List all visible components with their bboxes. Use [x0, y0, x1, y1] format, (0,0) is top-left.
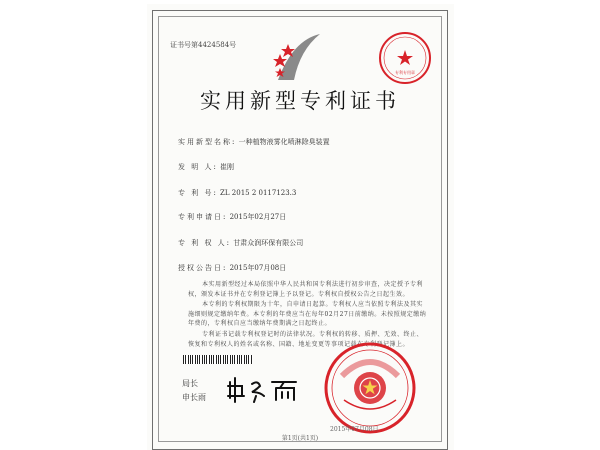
field-grant-date: [178, 263, 286, 273]
director-signature-icon: [226, 374, 306, 404]
field-inventor: [178, 162, 234, 172]
field-utility-model-name: [178, 137, 330, 147]
certificate-number: 证书号第4424584号: [170, 41, 237, 49]
field-label: 实用新型名称:: [178, 138, 237, 146]
field-label: 专 利 权 人:: [178, 239, 232, 247]
field-label: 专利申请日:: [178, 213, 228, 221]
barcode: [183, 355, 253, 364]
field-patent-number: [178, 188, 296, 198]
field-label: 发 明 人:: [178, 163, 218, 171]
paragraph-grant: 本实用新型经过本局依照中华人民共和国专利法进行初步审查，决定授予专利权，颁发本证书并在专利登记簿上予以登记。专利权自授权公告之日起生效。: [188, 281, 424, 298]
field-application-date: [178, 212, 286, 222]
patent-office-emblem-icon: [268, 30, 328, 85]
field-patentee: [178, 238, 303, 248]
svg-text:专利专用章: 专利专用章: [395, 70, 415, 75]
page-number: 第1页(共1页): [281, 435, 319, 442]
director-title: 局长: [182, 379, 198, 388]
field-value: 一种植物液雾化喷淋除臭装置: [238, 138, 330, 146]
national-ip-seal-icon: [322, 340, 418, 436]
paragraph-term: 本专利的专利权期限为十年，自申请日起算。专利权人应当依照专利法及其实施细则规定缴纳年费。本专利的年费应当在每年02月27日前缴纳。未按照规定缴纳年费的，专利权自应当缴纳年费期满之日起终止。: [188, 301, 427, 327]
field-label: 专 利 号:: [178, 189, 218, 197]
official-seal-top-icon: [377, 30, 433, 86]
paragraph-status: 专利证书记载专利权登记时的法律状况。专利权的转移、质押、无效、终止、恢复和专利权人的姓名或名称、国籍、地址变更等事项记载在专利登记簿上。: [188, 331, 424, 348]
field-value: ZL 2015 2 0117123.3: [220, 189, 297, 197]
issue-date: 2015年07月08日: [330, 426, 379, 433]
field-value: 崔刚: [220, 163, 235, 171]
field-label: 授权公告日:: [178, 264, 228, 272]
certificate-title: 实用新型专利证书: [200, 89, 400, 113]
field-value: 2015年07月08日: [229, 264, 287, 272]
director-name: 申长雨: [182, 393, 206, 402]
field-value: 甘肃众润环保有限公司: [233, 239, 304, 247]
field-value: 2015年02月27日: [229, 213, 287, 221]
